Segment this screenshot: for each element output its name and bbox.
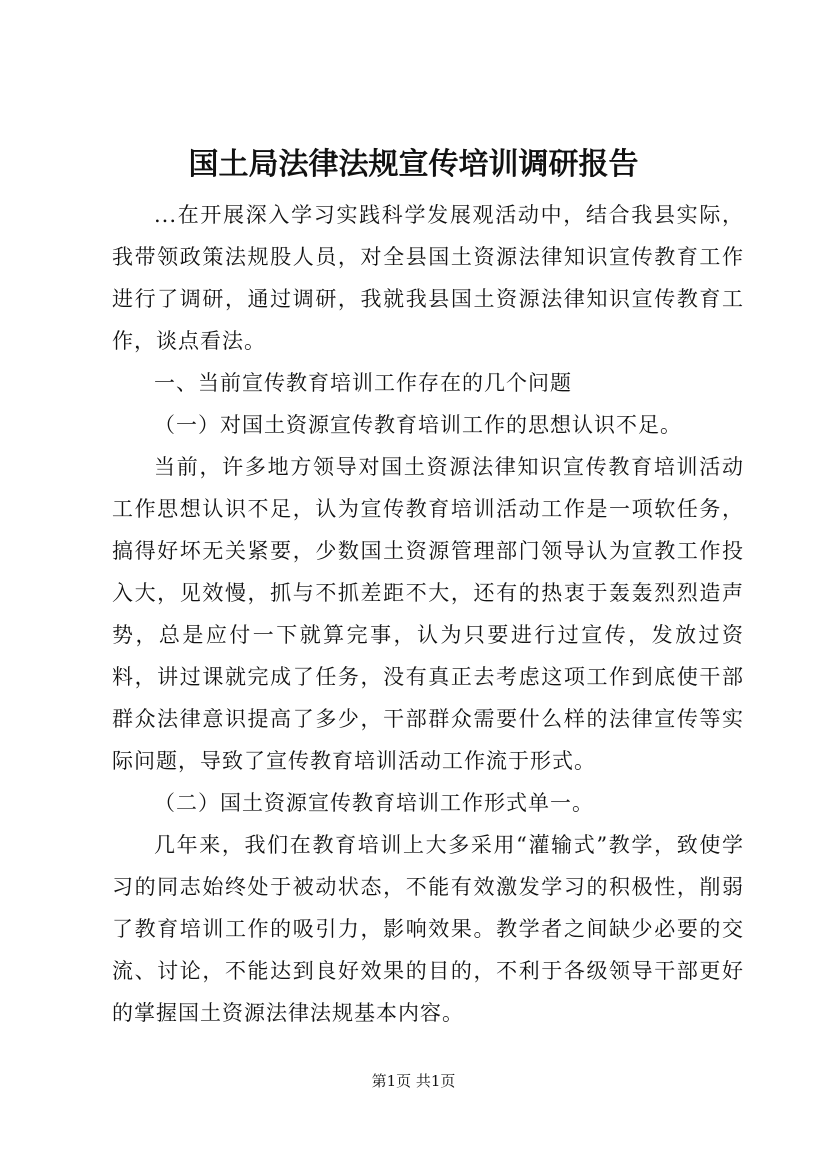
document-title: 国土局法律法规宣传培训调研报告: [188, 147, 639, 182]
page-footer: 第1页 共1页: [371, 1072, 456, 1090]
paragraph-intro: ...在开展深入学习实践科学发展观活动中，结合我县实际，我带领政策法规股人员，对全县国土资源法律知识宣传教育工作进行了调研，通过调研，我就我县国土资源法律知识宣传教育工作，谈点看法。: [112, 203, 744, 353]
subsection-heading-2: （二）国土资源宣传教育培训工作形式单一。: [154, 791, 594, 815]
document-body: [112, 194, 744, 1034]
paragraph-body-2: 几年来，我们在教育培训上大多采用“灌输式”教学，致使学习的同志始终处于被动状态，不能有效激发学习的积极性，削弱了教育培训工作的吸引力，影响效果。教学者之间缺少必要的交流、讨论，不能达到良好效果的目的，不利于各级领导干部更好的掌握国土资源法律法规基本内容。: [112, 833, 744, 1025]
subsection-heading-1: （一）对国土资源宣传教育培训工作的思想认识不足。: [154, 413, 682, 437]
section-heading-1: 一、当前宣传教育培训工作存在的几个问题: [154, 371, 572, 395]
paragraph-body-1: 当前，许多地方领导对国土资源法律知识宣传教育培训活动工作思想认识不足，认为宣传教育培训活动工作是一项软任务，搞得好坏无关紧要，少数国土资源管理部门领导认为宣教工作投入大，见效慢，抓与不抓差距不大，还有的热衷于轰轰烈烈造声势，总是应付一下就算完事，认为只要进行过宣传，发放过资料，讲过课就完成了任务，没有真正去考虑这项工作到底使干部群众法律意识提高了多少，干部群众需要什么样的法律宣传等实际问题，导致了宣传教育培训活动工作流于形式。: [112, 455, 744, 773]
